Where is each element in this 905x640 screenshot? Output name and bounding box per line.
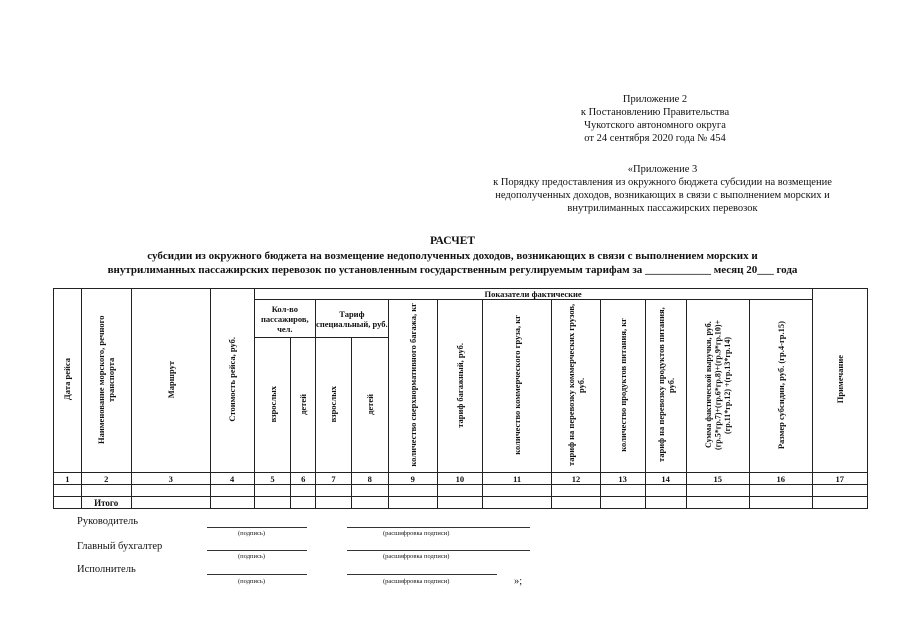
col-12-header: тариф на перевозку коммерческих грузов, руб. <box>552 300 600 473</box>
col-1-header: Дата рейса <box>54 289 82 473</box>
col-17-header: Примечание <box>812 289 867 473</box>
col-6-header: детей <box>291 338 316 473</box>
signature-executor-decode-line <box>347 574 497 575</box>
col-16-header: Размер субсидии, руб. (гр.4-гр.15) <box>750 300 813 473</box>
total-label: Итого <box>81 497 131 509</box>
table-row <box>54 485 868 497</box>
document-title-line2: внутрилиманных пассажирских перевозок по установленным государственным регулируемым тарифам за ____________ месяц 20___ года <box>107 264 798 276</box>
group-tariff-header: Тариф специальный, руб. <box>316 300 389 338</box>
col-8-header: детей <box>351 338 388 473</box>
col-10-header: тариф багажный, руб. <box>437 300 482 473</box>
col-3-header: Маршрут <box>131 289 210 473</box>
signature-accountant-sign-line <box>207 550 307 551</box>
appendix-2-line1: Приложение 2 <box>622 94 688 105</box>
signature-accountant-decode-line <box>347 550 530 551</box>
signature-executor-label: Исполнитель <box>77 564 136 575</box>
signature-accountant-sign-caption: (подпись) <box>238 553 265 560</box>
col-7-header: взрослых <box>316 338 352 473</box>
signature-accountant-label: Главный бухгалтер <box>77 541 163 552</box>
appendix-2-line4: от 24 сентября 2020 года № 454 <box>584 133 726 144</box>
appendix-3-line4: внутрилиманных пассажирских перевозок <box>567 203 758 214</box>
closing-quote: »; <box>514 576 523 587</box>
document-title-line1: субсидии из окружного бюджета на возмещение недополученных доходов, возникающих в связи с выполнением морских и <box>147 250 758 262</box>
signature-head-decode-line <box>347 527 530 528</box>
signature-head-decode-caption: (расшифровка подписи) <box>383 530 450 537</box>
col-2-header: Наименование морского, речного транспорта <box>81 289 131 473</box>
appendix-3-line2: к Порядку предоставления из окружного бюджета субсидии на возмещение <box>493 177 832 188</box>
column-numbers-row: 1 2 3 4 5 6 7 8 9 10 11 12 13 14 15 16 17 <box>54 473 868 485</box>
col-9-header: количество сверхнормативного багажа, кг <box>388 300 437 473</box>
col-13-header: количество продуктов питания, кг <box>600 300 645 473</box>
col-15-header: Сумма фактической выручки, руб. (гр.5*гр.7)+(гр.6*гр.8)+(гр.9*гр.10)+(гр.11*гр.12) +(гр.13*гр.14) <box>686 300 749 473</box>
signature-executor-sign-caption: (подпись) <box>238 578 265 585</box>
col-14-header: тариф на перевозку продуктов питания, руб. <box>645 300 686 473</box>
signature-head-label: Руководитель <box>77 516 138 527</box>
appendix-2-line2: к Постановлению Правительства <box>580 107 730 118</box>
group-passengers-header: Кол-во пассажиров, чел. <box>254 300 315 338</box>
calculation-table <box>53 288 868 509</box>
document-heading: РАСЧЕТ <box>429 235 476 247</box>
appendix-2-line3: Чукотского автономного округа <box>584 120 726 131</box>
appendix-3-block <box>440 163 885 215</box>
appendix-3-line1: «Приложение 3 <box>627 164 698 175</box>
appendix-2-block <box>555 93 755 145</box>
appendix-3-line3: недополученных доходов, возникающих в связи с выполнением морских и <box>495 190 830 201</box>
signature-head-sign-caption: (подпись) <box>238 530 265 537</box>
col-11-header: количество коммерческого груза, кг <box>482 300 552 473</box>
group-fact-header: Показатели фактические <box>254 289 812 300</box>
col-5-header: взрослых <box>254 338 291 473</box>
col-4-header: Стоимость рейса, руб. <box>210 289 254 473</box>
signature-executor-sign-line <box>207 574 307 575</box>
signature-accountant-decode-caption: (расшифровка подписи) <box>383 553 450 560</box>
signature-head-sign-line <box>207 527 307 528</box>
total-row <box>54 497 868 509</box>
signature-executor-decode-caption: (расшифровка подписи) <box>383 578 450 585</box>
